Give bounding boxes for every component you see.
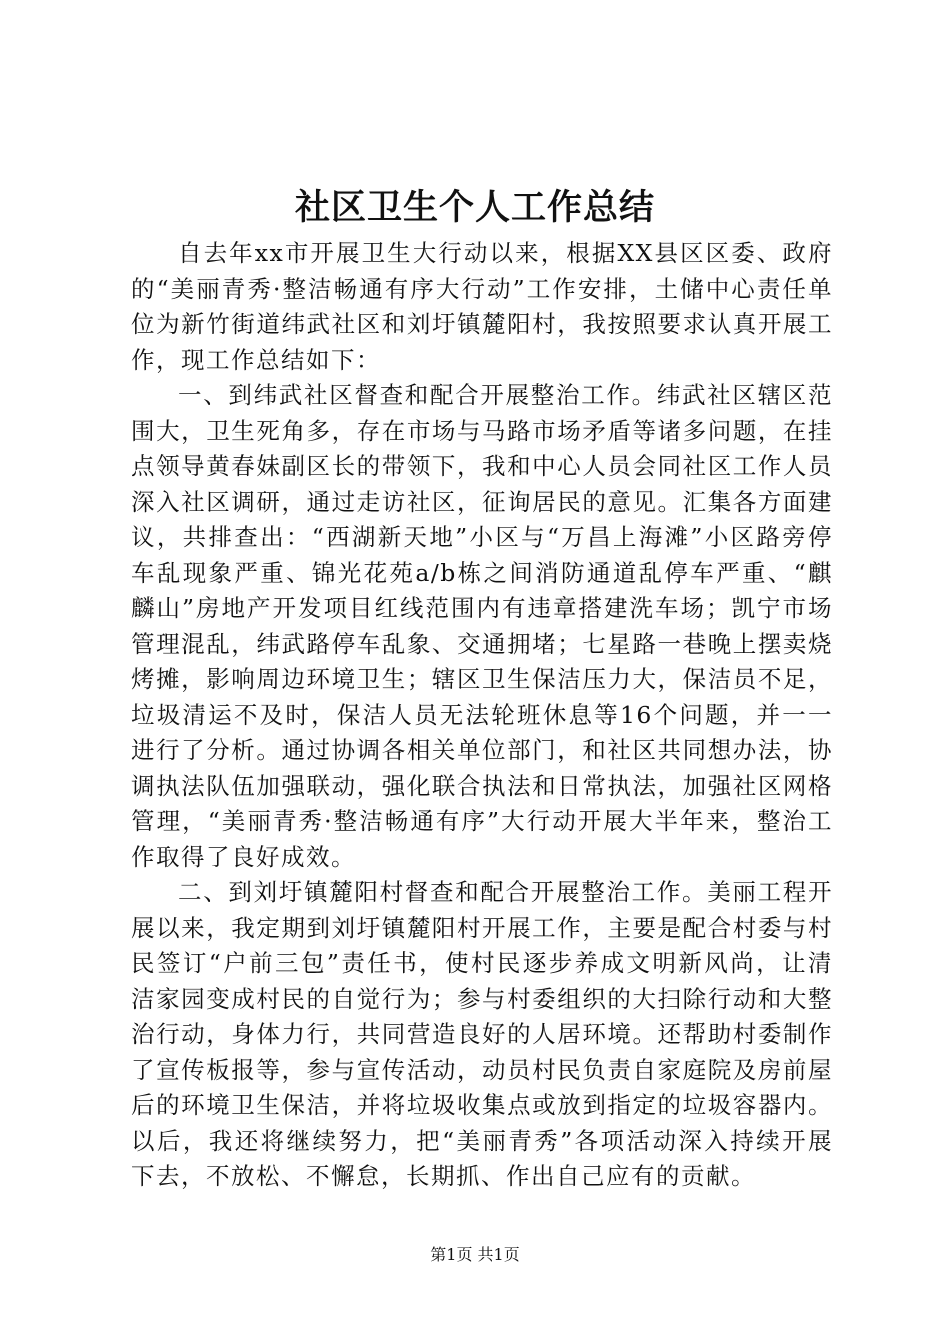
page-footer: 第1页 共1页 (430, 1245, 520, 1264)
section-one-paragraph: 一、到纬武社区督查和配合开展整治工作。纬武社区辖区范围大，卫生死角多，存在市场与马路市场矛盾等诸多问题，在挂点领导黄春妹副区长的带领下，我和中心人员会同社区工作人员深入社区调研，通过走访社区，征询居民的意见。汇集各方面建议，共排查出：“西湖新天地”小区与“万昌上海滩”小区路旁停车乱现象严重、锦光花苑a/b栋之间消防通道乱停车严重、“麒麟山”房地产开发项目红线范围内有违章搭建洗车场；凯宁市场管理混乱，纬武路停车乱象、交通拥堵；七星路一巷晚上摆卖烧烤摊，影响周边环境卫生；辖区卫生保洁压力大，保洁员不足，垃圾清运不及时，保洁人员无法轮班休息等16个问题，并一一进行了分析。通过协调各相关单位部门，和社区共同想办法，协调执法队伍加强联动，强化联合执法和日常执法，加强社区网格管理，“美丽青秀·整洁畅通有序”大行动开展大半年来，整治工作取得了良好成效。 (131, 381, 833, 871)
document-title: 社区卫生个人工作总结 (294, 187, 655, 228)
section-two-paragraph: 二、到刘圩镇麓阳村督查和配合开展整治工作。美丽工程开展以来，我定期到刘圩镇麓阳村开展工作，主要是配合村委与村民签订“户前三包”责任书，使村民逐步养成文明新风尚，让清洁家园变成村民的自觉行为；参与村委组织的大扫除行动和大整治行动，身体力行，共同营造良好的人居环境。还帮助村委制作了宣传板报等，参与宣传活动，动员村民负责自家庭院及房前屋后的环境卫生保洁，并将垃圾收集点或放到指定的垃圾容器内。以后，我还将继续努力，把“美丽青秀”各项活动深入持续开展下去，不放松、不懈怠，长期抓、作出自己应有的贡献。 (131, 878, 833, 1190)
intro-paragraph: 自去年xx市开展卫生大行动以来，根据XX县区区委、政府的“美丽青秀·整洁畅通有序大行动”工作安排，土储中心责任单位为新竹街道纬武社区和刘圩镇麓阳村，我按照要求认真开展工作，现工作总结如下： (131, 239, 833, 374)
document-body (131, 236, 833, 1195)
